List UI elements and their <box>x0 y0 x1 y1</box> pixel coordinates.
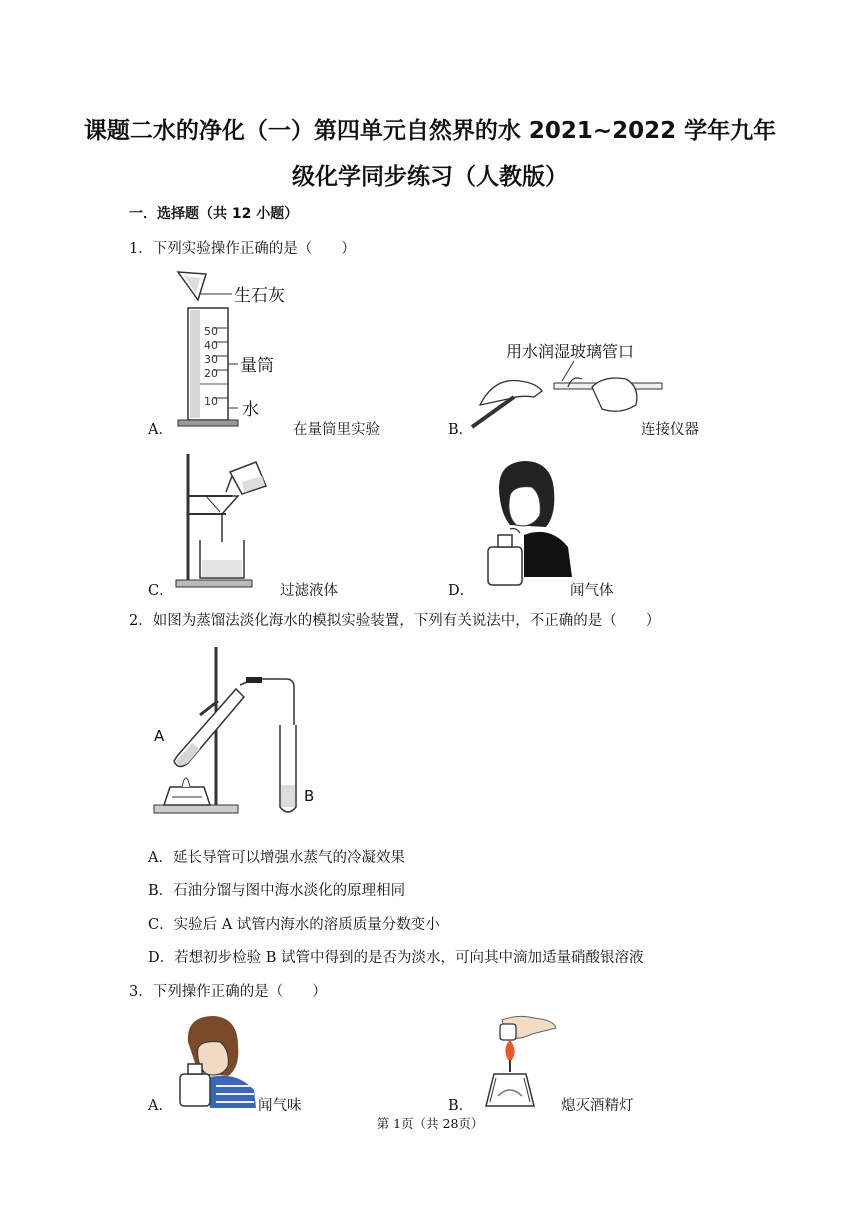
q3-option-b-letter: B． <box>448 1098 474 1114</box>
q3-b-lamp-figure <box>472 1012 562 1108</box>
q1-option-c-caption: 过滤液体 <box>280 583 338 599</box>
doc-title-line2: 级化学同步练习（人教版） <box>292 164 568 190</box>
q2-option-b: B．石油分馏与图中海水淡化的原理相同 <box>148 883 406 899</box>
q1-a-scale-50: 50 <box>204 325 218 338</box>
q1-option-b-letter: B． <box>448 422 474 438</box>
q1-option-a-caption: 在量筒里实验 <box>293 422 380 438</box>
q1-a-label-lime: 生石灰 <box>234 286 285 306</box>
q2-option-d: D．若想初步检验 B 试管中得到的是否为淡水，可向其中滴加适量硝酸银溶液 <box>148 950 644 966</box>
q1-b-label: 用水润湿玻璃管口 <box>506 342 635 361</box>
q3-a-smell-figure <box>176 1012 260 1108</box>
q3-option-b-caption: 熄灭酒精灯 <box>561 1098 634 1114</box>
q1-a-scale-10: 10 <box>204 395 218 408</box>
q2-option-c: C．实验后 A 试管内海水的溶质质量分数变小 <box>148 917 440 933</box>
q2-label-b: B <box>304 787 315 805</box>
q3-option-a-letter: A． <box>148 1098 173 1114</box>
q1-option-d-caption: 闻气体 <box>570 583 614 599</box>
q1-b-connect-figure <box>470 335 670 427</box>
q1-c-filtration-figure <box>172 450 272 590</box>
q2-distillation-figure <box>148 645 333 820</box>
q1-d-smell-figure <box>480 455 580 593</box>
q1-option-d-letter: D． <box>448 583 475 599</box>
q1-a-scale-30: 30 <box>204 353 218 366</box>
q3-stem: 3．下列操作正确的是（ ） <box>129 984 327 1000</box>
q2-label-a: A <box>154 727 165 745</box>
page-footer: 第 1页（共 28页） <box>376 1116 484 1131</box>
q1-option-a-letter: A． <box>148 422 173 438</box>
q1-a-scale-40: 40 <box>204 339 218 352</box>
q2-stem: 2．如图为蒸馏法淡化海水的模拟实验装置，下列有关说法中，不正确的是（ ） <box>129 613 661 629</box>
section-heading: 一．选择题（共 12 小题） <box>129 206 299 222</box>
q2-option-a: A．延长导管可以增强水蒸气的冷凝效果 <box>148 850 405 866</box>
q1-option-b-caption: 连接仪器 <box>641 422 699 438</box>
q3-option-a-caption: 闻气味 <box>258 1098 302 1114</box>
q1-a-scale-20: 20 <box>204 367 218 380</box>
q1-a-label-cylinder: 量筒 <box>240 356 274 376</box>
doc-title-line1: 课题二水的净化（一）第四单元自然界的水 2021~2022 学年九年 <box>83 118 777 144</box>
q1-option-c-letter: C． <box>148 583 174 599</box>
q1-a-label-water: 水 <box>242 400 259 420</box>
q1-a-cylinder-figure <box>170 268 300 433</box>
q1-stem: 1．下列实验操作正确的是（ ） <box>129 241 356 257</box>
